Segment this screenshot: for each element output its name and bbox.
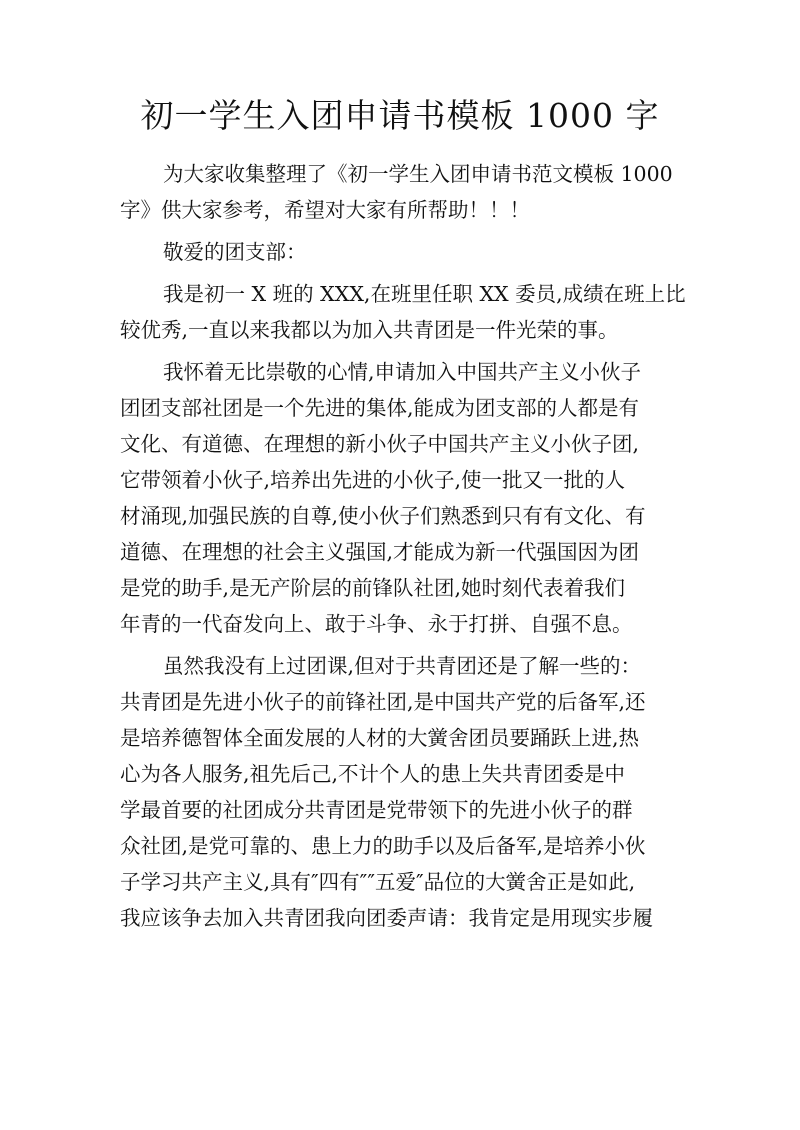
text-line: 它带领着小伙子,培养出先进的小伙子,使一批又一批的人 [120,468,626,492]
text-line: 学最首要的社团成分共青团是党带领下的先进小伙子的群 [120,798,633,822]
text-line: 子学习共产主义,具有″四有″″五爱″品位的大黉舍正是如此, [120,870,636,894]
text-line: 为大家收集整理了《初一学生入团申请书范文模板 1000 [163,162,673,186]
text-line: 我怀着无比崇敬的心情,申请加入中国共产主义小伙子 [163,360,642,384]
text-line: 文化、有道德、在理想的新小伙子中国共产主义小伙子团, [120,432,640,456]
text-line: 道德、在理想的社会主义强国,才能成为新一代强国因为团 [120,540,640,564]
text-line: 心为各人服务,祖先后己,不计个人的患上失共青团委是中 [120,762,626,786]
document-title: 初一学生入团申请书模板 1000 字 [140,96,660,135]
text-line: 共青团是先进小伙子的前锋社团,是中国共产党的后备军,还 [120,690,646,714]
text-line: 我应该争去加入共青团我向团委声请：我肯定是用现实步履 [120,906,653,930]
text-line: 是培养德智体全面发展的人材的大黉舍团员要踊跃上进,热 [120,726,640,750]
text-line: 我是初一 X 班的 XXX,在班里任职 XX 委员,成绩在班上比 [163,282,686,306]
text-line: 较优秀,一直以来我都以为加入共青团是一件光荣的事。 [120,318,619,342]
text-line: 是党的助手,是无产阶层的前锋队社团,她时刻代表着我们 [120,576,626,600]
text-line: 众社团,是党可靠的、患上力的助手以及后备军,是培养小伙 [120,834,646,858]
text-line: 团团支部社团是一个先进的集体,能成为团支部的人都是有 [120,396,640,420]
text-line: 虽然我没有上过团课,但对于共青团还是了解一些的： [163,654,642,678]
text-line: 字》供大家参考，希望对大家有所帮助！！！ [120,198,530,222]
text-line: 材涌现,加强民族的自尊,使小伙子们熟悉到只有有文化、有 [120,504,646,528]
document-body [120,156,690,936]
text-line: 敬爱的团支部： [163,240,307,264]
text-line: 年青的一代奋发向上、敢于斗争、永于打拼、自强不息。 [120,612,633,636]
